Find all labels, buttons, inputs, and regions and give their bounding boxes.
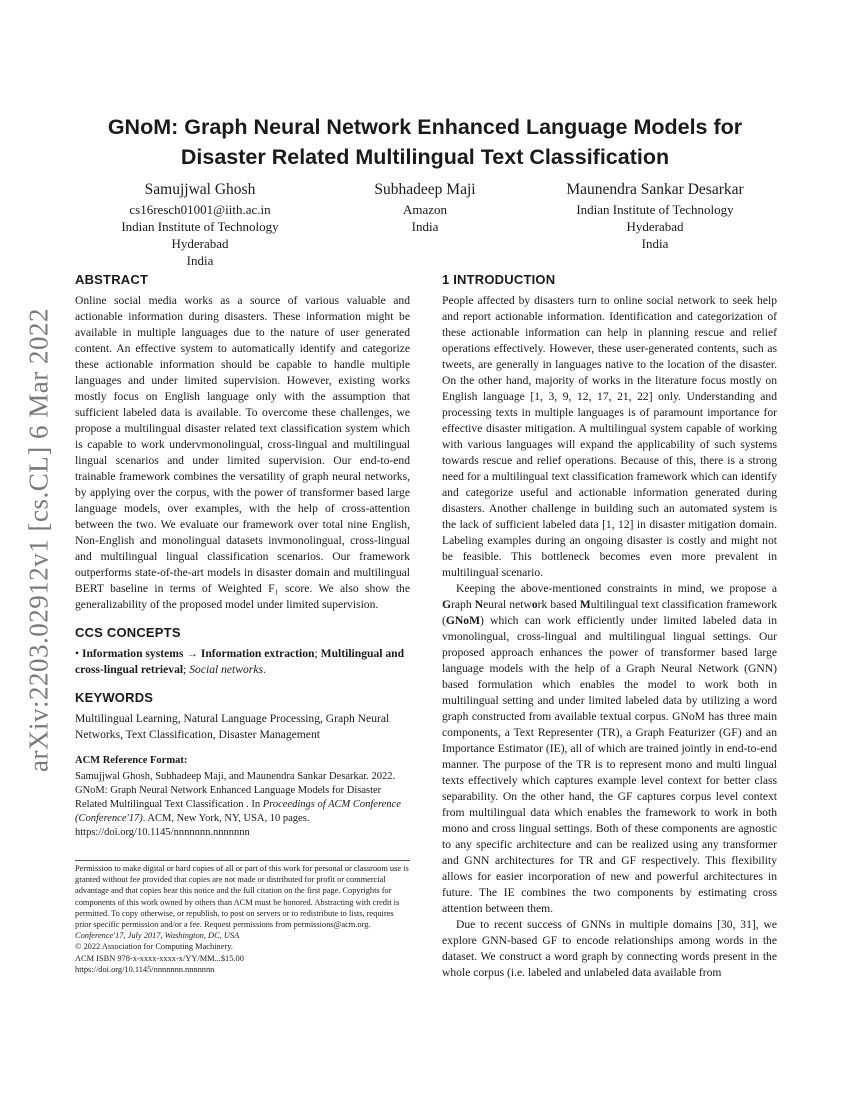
text-run: ultilingual text classification framework ( xyxy=(442,598,777,627)
author-email: cs16resch01001@iith.ac.in xyxy=(129,202,271,217)
text-run: eural netw xyxy=(483,598,532,611)
author-name: Samujjwal Ghosh xyxy=(144,181,256,198)
author-country: India xyxy=(186,253,214,268)
acronym-letter: N xyxy=(474,598,484,611)
keywords-text: Multilingual Learning, Natural Language Processing, Graph Neural Networks, Text Classification, Disaster Management xyxy=(75,712,390,741)
text-run: rk based xyxy=(537,598,580,611)
author-city: Hyderabad xyxy=(626,219,684,234)
ccs-end: . xyxy=(262,663,266,676)
permission-notice: Permission to make digital or hard copies of all or part of this work for personal or classroom use is granted without fee provided that copies are not made or distributed for profit or commercial advantage and that copies bear this notice and the full citation on the first page. Copyrights for components of this work owned by others than ACM must be honored. Abstracting with credit is permitted. To copy otherwise, or republish, to post on servers or to redistribute to lists, requires prior specific permission and/or a fee. Request permissions from permissions@acm.org. xyxy=(75,864,409,930)
acm-reference-publisher: . ACM, New York, NY, USA, 10 pages. https://doi.org/10.1145/nnnnnnn.nnnnnnn xyxy=(75,813,310,838)
author-city: Hyderabad xyxy=(171,236,229,251)
introduction-heading: 1 INTRODUCTION xyxy=(442,272,556,287)
intro-paragraph-1: People affected by disasters turn to online social network to seek help and report actionable information. Identification and categorization of these actionable information can help in planning rescue and relief operations effectively. However, these user-generated contents, such as tweets, are generally in languages native to the location of the disaster. On the other hand, majority of works in the literature focus mostly on English language [1, 3, 9, 12, 17, 21, 22] only. Understanding and processing texts in multiple languages is of paramount importance for effective disaster mitigation. A multilingual system capable of working with various languages will expand the applicability of such systems towards rescue and relief operations. Because of this, there is a strong need for a multilingual text classification framework which can identify and categorize useful and actionable information generated during disasters. Another challenge in building such an automated system is the lack of sufficient labeled data [1, 12] in disaster mitigation domain. Labeling examples during an ongoing disaster is costly and might not be feasible. This bottleneck becomes even more prevalent in multilingual scenario. xyxy=(442,294,777,579)
acronym-letter: o xyxy=(531,598,538,611)
abstract-heading: ABSTRACT xyxy=(75,272,149,287)
ccs-concept-1: Information systems xyxy=(81,647,184,660)
ccs-concept-3: Multilingual and cross-lingual retrieval xyxy=(75,647,405,676)
ccs-text xyxy=(75,646,410,678)
conference-line: Conference'17, July 2017, Washington, DC, USA xyxy=(75,931,240,941)
author-name: Subhadeep Maji xyxy=(374,181,476,198)
right-column xyxy=(442,272,777,981)
footnote-rule xyxy=(75,860,410,861)
author-1 xyxy=(100,180,300,269)
ccs-separator: ; xyxy=(183,663,187,676)
author-country: India xyxy=(641,236,669,251)
author-affiliation: Amazon xyxy=(402,202,448,217)
ccs-heading: CCS CONCEPTS xyxy=(75,625,181,640)
copyright-line: © 2022 Association for Computing Machinery. xyxy=(75,942,233,952)
isbn-line: ACM ISBN 978-x-xxxx-xxxx-x/YY/MM...$15.00 xyxy=(75,953,244,963)
acronym-letter: G xyxy=(442,598,452,611)
author-name: Maunendra Sankar Desarkar xyxy=(566,181,744,198)
ccs-arrow: → xyxy=(186,647,198,660)
acm-reference-text xyxy=(75,770,410,840)
model-name: GNoM xyxy=(445,614,481,627)
keywords-section xyxy=(75,690,410,743)
intro-paragraph-2 xyxy=(442,581,777,917)
acronym-letter: M xyxy=(579,598,591,611)
keywords-heading: KEYWORDS xyxy=(75,690,154,705)
ccs-separator: ; xyxy=(314,647,318,660)
acm-reference-venue: Proceedings of ACM Conference (Conference'17) xyxy=(75,799,401,824)
arxiv-watermark xyxy=(14,300,64,780)
ccs-concept-4: Social networks xyxy=(189,663,263,676)
text-run: raph xyxy=(451,598,475,611)
left-column xyxy=(75,272,410,975)
author-affiliation: Indian Institute of Technology xyxy=(576,202,734,217)
doi-line: https://doi.org/10.1145/nnnnnnn.nnnnnnn xyxy=(75,964,215,974)
acm-reference xyxy=(75,753,410,840)
arxiv-identifier: arXiv:2203.02912v1 [cs.CL] 6 Mar 2022 xyxy=(23,308,54,772)
conference-info xyxy=(75,930,410,941)
author-affiliation: Indian Institute of Technology xyxy=(121,219,279,234)
ccs-bullet: • xyxy=(75,647,80,660)
intro-paragraph-3: Due to recent success of GNNs in multiple domains [30, 31], we explore GNN-based GF to encode relationships among words in the dataset. We construct a word graph by connecting words present in the whole corpus (i.e. labeled and unlabeled data available from xyxy=(442,918,777,979)
acm-reference-heading: ACM Reference Format: xyxy=(75,755,188,766)
author-country: India xyxy=(411,219,439,234)
acm-reference-citation: Samujjwal Ghosh, Subhadeep Maji, and Maunendra Sankar Desarkar. 2022. GNoM: Graph Neural Network Enhanced Language Models for Disaster Related Multilingual Text Classification . In xyxy=(75,771,396,810)
text-run: ) which can work efficiently under limited labeled data in vmonolingual, cross-lingual and multilingual lingual settings. Our proposed approach enhances the power of transformer based large language models with the help of a Graph Neural Network (GNN) based formulation which enables the model to work both in multilingual setting and under limited labeled data by utilizing a word graph constructed from available textual corpus. GNoM has three main components, a Text Representer (TR), a Graph Featurizer (GF) and an Importance Estimator (IE), all of which are trained jointly in end-to-end manner. The purpose of the TR is to represent mono and multi lingual texts effectively which captures example level context for better class separability. On the other hand, the GF captures corpus level context from multilingual data which enables the framework to work in both mono and cross lingual settings. Both of these components are agnostic to any specific architecture and can be realized using any transformer and GNN architectures for TR and GF respectively. This flexibility allows for easier incorporation of new and powerful architectures in future. The IE combines the two components by estimating cross attention between them. xyxy=(442,614,777,915)
author-3 xyxy=(540,180,770,252)
abstract-text: Online social media works as a source of various valuable and actionable information during disasters. These information might be available in multiple languages due to the nature of user generated content. An effective system to automatically identify and categorize these actionable information should be capable to handle multiple languages and under limited supervision. However, existing works mostly focus on English language only with the assumption that sufficient labeled data is available. To overcome these challenges, we propose a multilingual disaster related text classification system which is capable to work undervmonolingual, cross-lingual and multilingual lingual scenarios and under limited supervision. Our end-to-end trainable framework combines the versatility of graph neural networks, by applying over the corpus, with the power of transformer based large language models, over examples, with the help of cross-attention between the two. We evaluate our framework over total nine English, Non-English and monolingual datasets invmonolingual, cross-lingual and multilingual lingual classification scenarios. Our framework outperforms state-of-the-art models in disaster domain and multilingual BERT baseline in terms of Weighted F₁ score. We also show the generalizability of the proposed model under limited supervision. xyxy=(75,294,410,611)
paper-title: GNoM: Graph Neural Network Enhanced Language Models for Disaster Related Multilingual Text Classification xyxy=(107,115,743,169)
abstract-section xyxy=(75,272,410,613)
ccs-concept-2: Information extraction xyxy=(200,647,315,660)
author-2 xyxy=(325,180,525,235)
text-run: Keeping the above-mentioned constraints in mind, we propose a xyxy=(456,582,777,595)
ccs-section xyxy=(75,625,410,678)
